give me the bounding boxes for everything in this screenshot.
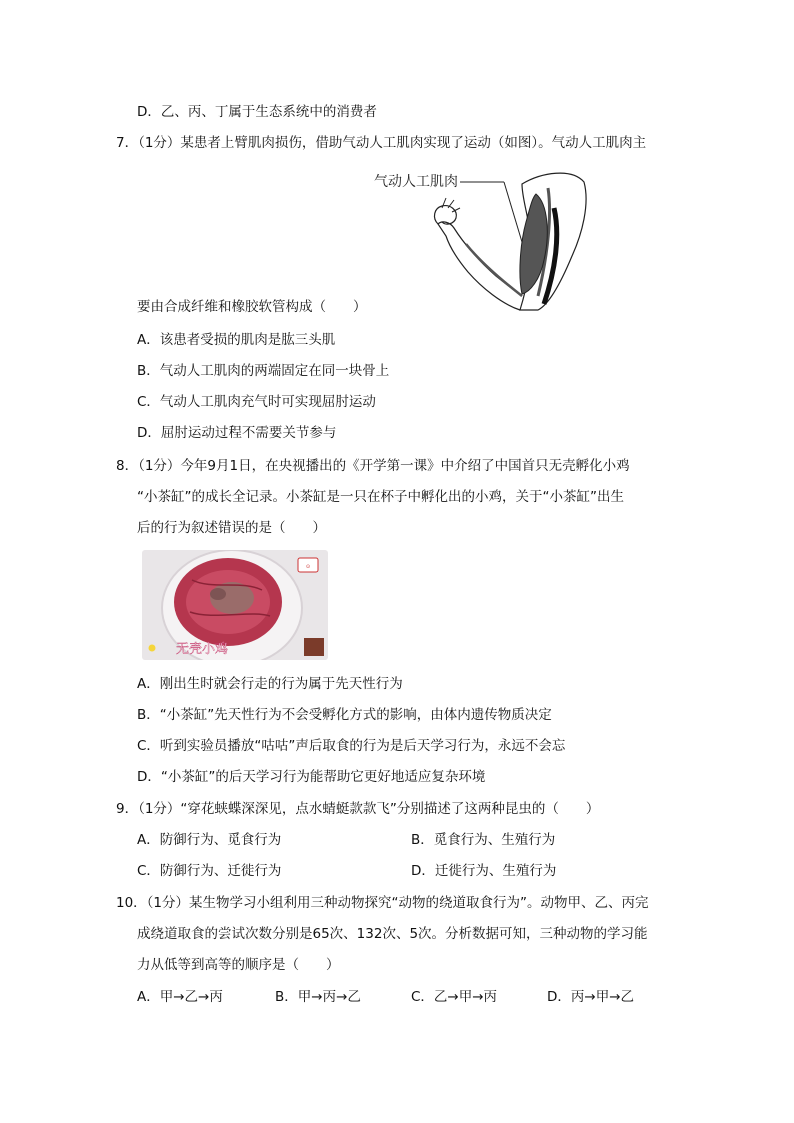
q8-option-a: A．刚出生时就会行走的行为属于先天性行为 bbox=[137, 676, 403, 692]
q9-option-b: B．觅食行为、生殖行为 bbox=[411, 832, 556, 848]
forearm-outline bbox=[438, 222, 522, 310]
q7-option-a: A．该患者受损的肌肉是肱三头肌 bbox=[137, 332, 336, 348]
caption-dot bbox=[149, 645, 156, 652]
q8-option-b: B．“小茶缸”先天性行为不会受孵化方式的影响，由体内遗传物质决定 bbox=[137, 707, 552, 723]
hand-outline bbox=[435, 206, 457, 224]
q10-option-c: C．乙→甲→丙 bbox=[411, 989, 498, 1005]
corner-thumbnail bbox=[304, 638, 324, 656]
svg-text:⊙: ⊙ bbox=[305, 564, 311, 570]
q6-option-d: D．乙、丙、丁属于生态系统中的消费者 bbox=[137, 104, 377, 120]
q7-stem-line1: 7．（1分）某患者上臂肌肉损伤，借助气动人工肌肉实现了运动（如图）。气动人工肌肉主 bbox=[116, 135, 647, 151]
q8-stem-line1: 8．（1分）今年9月1日，在央视播出的《开学第一课》中介绍了中国首只无壳孵化小鸡 bbox=[116, 458, 630, 474]
q9-option-c: C．防御行为、迁徙行为 bbox=[137, 863, 282, 879]
q7-stem-line2: 要由合成纤维和橡胶软管构成（ ） bbox=[137, 299, 367, 315]
q7-option-b: B．气动人工肌肉的两端固定在同一块骨上 bbox=[137, 363, 390, 379]
q8-option-d: D．“小茶缸”的后天学习行为能帮助它更好地适应复杂环境 bbox=[137, 769, 486, 785]
q10-stem-line3: 力从低等到高等的顺序是（ ） bbox=[137, 957, 340, 973]
q7-option-d: D．屈肘运动过程不需要关节参与 bbox=[137, 425, 337, 441]
q10-option-b: B．甲→丙→乙 bbox=[275, 989, 361, 1005]
q10-stem-line2: 成绕道取食的尝试次数分别是65次、132次、5次。分析数据可知，三种动物的学习能 bbox=[137, 926, 648, 942]
q10-stem-line1: 10．（1分）某生物学习小组利用三种动物探究“动物的绕道取食行为”。动物甲、乙、丙完 bbox=[116, 895, 649, 911]
q7-option-c: C．气动人工肌肉充气时可实现屈肘运动 bbox=[137, 394, 376, 410]
forearm-bones bbox=[466, 244, 522, 296]
photo-caption: 无壳小鸡 bbox=[176, 642, 229, 657]
q10-option-d: D．丙→甲→乙 bbox=[547, 989, 635, 1005]
q9-stem-line1: 9．（1分）“穿花蛱蝶深深见，点水蜻蜓款款飞”分别描述了这两种昆虫的（ ） bbox=[116, 801, 600, 817]
q9-option-d: D．迁徙行为、生殖行为 bbox=[411, 863, 557, 879]
q8-stem-line3: 后的行为叙述错误的是（ ） bbox=[137, 520, 326, 536]
q8-option-c: C．听到实验员播放“咕咕”声后取食的行为是后天学习行为，永远不会忘 bbox=[137, 738, 566, 754]
figure-label: 气动人工肌肉 bbox=[374, 175, 458, 190]
q10-option-a: A．甲→乙→丙 bbox=[137, 989, 223, 1005]
chick-cup-photo bbox=[142, 550, 328, 660]
q9-option-a: A．防御行为、觅食行为 bbox=[137, 832, 282, 848]
arm-muscle-figure bbox=[372, 164, 592, 312]
q8-stem-line2: “小茶缸”的成长全记录。小茶缸是一只在杯子中孵化出的小鸡，关于“小茶缸”出生 bbox=[137, 489, 624, 505]
